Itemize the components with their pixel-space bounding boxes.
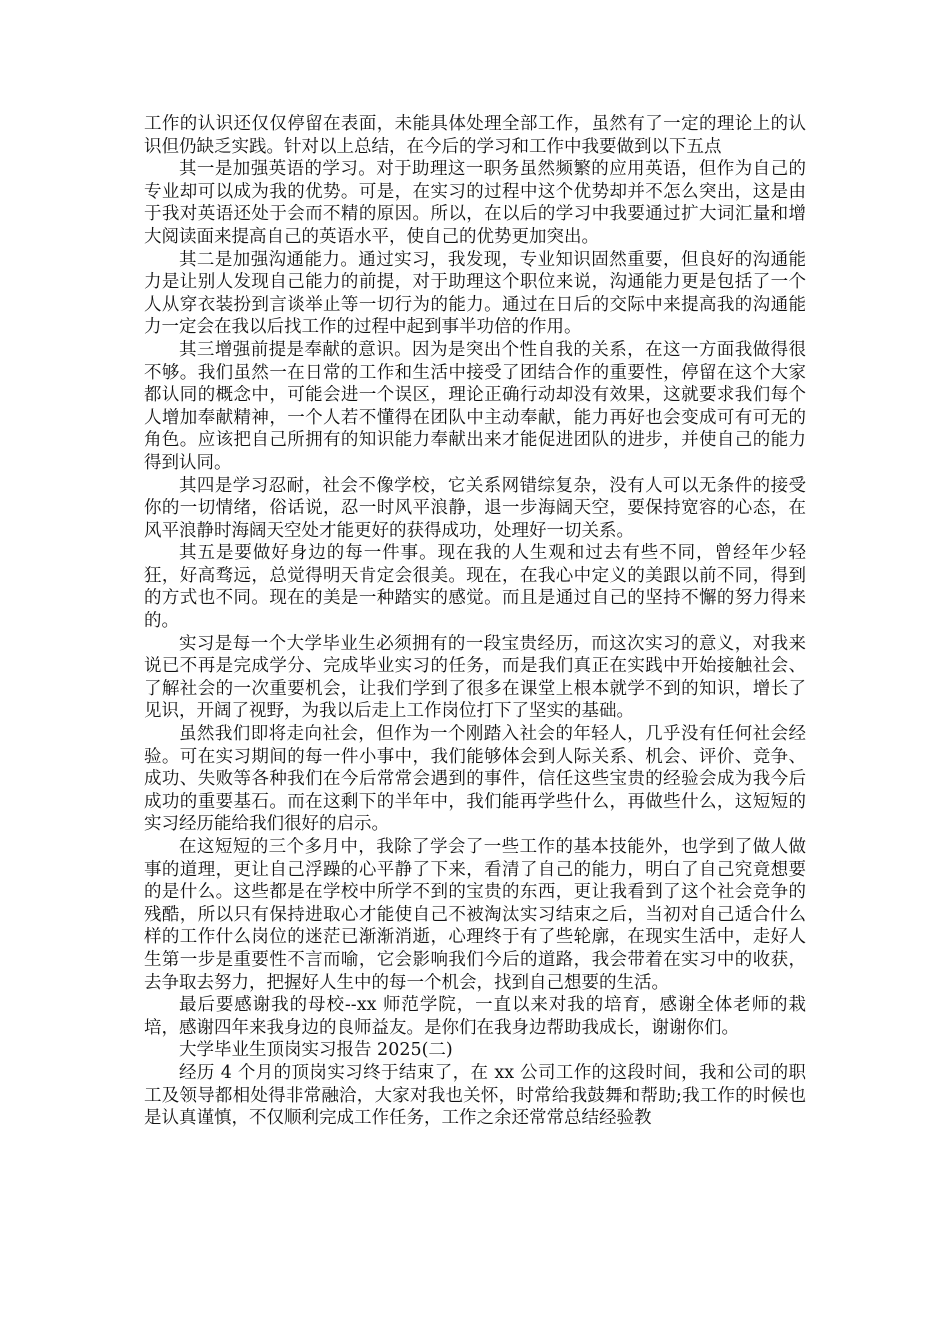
paragraph-report-two-opening: 经历 4 个月的顶岗实习终于结束了，在 xx 公司工作的这段时间，我和公司的职工及领导都相处得非常融洽，大家对我也关怀，时常给我鼓舞和帮助;我工作的时候也是认真谨慎，不仅顺利完成工作任务，工作之余还常常总结经验教 (144, 1062, 806, 1129)
paragraph-intro-continuation: 工作的认识还仅仅停留在表面，未能具体处理全部工作，虽然有了一定的理论上的认识但仍缺乏实践。针对以上总结，在今后的学习和工作中我要做到以下五点 (144, 114, 806, 157)
paragraph-point-four-patience: 其四是学习忍耐，社会不像学校，它关系网错综复杂，没有人可以无条件的接受你的一切情绪，俗话说，忍一时风平浪静，退一步海阔天空，要保持宽容的心态，在风平浪静时海阔天空处才能更好的获得成功，处理好一切关系。 (144, 475, 806, 541)
paragraph-point-two-communication: 其二是加强沟通能力。通过实习，我发现，专业知识固然重要，但良好的沟通能力是让别人发现自己能力的前提，对于助理这个职位来说，沟通能力更是包括了一个人从穿衣装扮到言谈举止等一切行为的能力。通过在日后的交际中来提高我的沟通能力一定会在我以后找工作的过程中起到事半功倍的作用。 (144, 249, 806, 338)
paragraph-internship-meaning: 实习是每一个大学毕业生必须拥有的一段宝贵经历，而这次实习的意义，对我来说已不再是完成学分、完成毕业实习的任务，而是我们真正在实践中开始接触社会、了解社会的一次重要机会，让我们学到了很多在课堂上根本就学不到的知识，增长了见识，开阔了视野，为我以后走上工作岗位打下了坚实的基础。 (144, 633, 806, 722)
paragraph-thanks: 最后要感谢我的母校--xx 师范学院，一直以来对我的培育，感谢全体老师的栽培，感谢四年来我身边的良师益友。是你们在我身边帮助我成长，谢谢你们。 (144, 995, 806, 1038)
paragraph-three-months-reflection: 在这短短的三个多月中，我除了学会了一些工作的基本技能外，也学到了做人做事的道理，更让自己浮躁的心平静了下来，看清了自己的能力，明白了自己究竟想要的是什么。这些都是在学校中所学不到的宝贵的东西，更让我看到了这个社会竞争的残酷，所以只有保持进取心才能使自己不被淘汰实习结束之后，当初对自己适合什么样的工作什么岗位的迷茫已渐渐消逝，心理终于有了些轮廓，在现实生活中，走好人生第一步是重要性不言而喻，它会影响我们今后的道路，我会带着在实习中的收获，去争取去努力，把握好人生中的每一个机会，找到自己想要的生活。 (144, 837, 806, 993)
paragraph-point-five-daily-tasks: 其五是要做好身边的每一件事。现在我的人生观和过去有些不同，曾经年少轻狂，好高骛远，总觉得明天肯定会很美。现在，在我心中定义的美跟以前不同，得到的方式也不同。现在的美是一种踏实的感觉。而且是通过自己的坚持不懈的努力得来的。 (144, 543, 806, 632)
paragraph-social-experience: 虽然我们即将走向社会，但作为一个刚踏入社会的年轻人，几乎没有任何社会经验。可在实习期间的每一件小事中，我们能够体会到人际关系、机会、评价、竞争、成功、失败等各种我们在今后常常会遇到的事件，信任这些宝贵的经验会成为我今后成功的重要基石。而在这剩下的半年中，我们能再学些什么，再做些什么，这短短的实习经历能给我们很好的启示。 (144, 724, 806, 835)
paragraph-point-one-english: 其一是加强英语的学习。对于助理这一职务虽然频繁的应用英语，但作为自己的专业却可以成为我的优势。可是，在实习的过程中这个优势却并不怎么突出，这是由于我对英语还处于会而不精的原因。所以，在以后的学习中我要通过扩大词汇量和增大阅读面来提高自己的英语水平，使自己的优势更加突出。 (144, 159, 806, 247)
paragraph-point-three-dedication: 其三增强前提是奉献的意识。因为是突出个性自我的关系，在这一方面我做得很不够。我们虽然一在日常的工作和生活中接受了团结合作的重要性，停留在这个大家都认同的概念中，可能会进一个误区，理论正确行动却没有效果，这就要求我们每个人增加奉献精神，一个人若不懂得在团队中主动奉献，能力再好也会变成可有可无的角色。应该把自己所拥有的知识能力奉献出来才能促进团队的进步，并使自己的能力得到认同。 (144, 339, 806, 473)
section-heading-report-two: 大学毕业生顶岗实习报告 2025(二) (179, 1040, 453, 1061)
document-page (144, 113, 806, 1130)
